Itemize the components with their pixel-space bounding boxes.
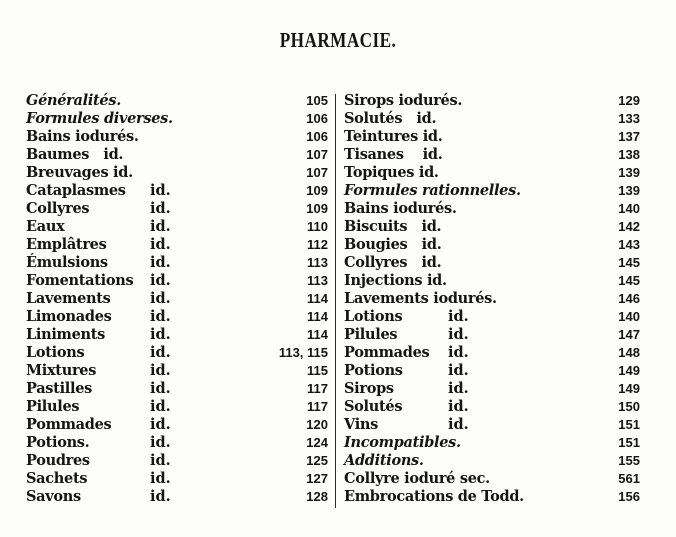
entry-page-number: 139 [618, 165, 640, 180]
entry-name: Embrocations de Todd. [344, 488, 524, 505]
entry-idem: id. [150, 254, 171, 271]
entry-name: Limonades [26, 308, 112, 325]
page-title: PHARMACIE. [279, 28, 397, 52]
entry-idem: id. [150, 470, 171, 487]
entry-idem: id. [150, 218, 171, 235]
index-entry [26, 434, 328, 452]
entry-idem: id. [448, 380, 469, 397]
entry-idem: id. [448, 308, 469, 325]
entry-page-number: 137 [618, 129, 640, 144]
entry-name: Sirops iodurés. [344, 92, 463, 109]
entry-name: Liniments [26, 326, 106, 343]
entry-name: Sirops [344, 380, 394, 397]
entry-name: Collyre ioduré sec. [344, 470, 490, 487]
entry-idem: id. [448, 416, 469, 433]
entry-name: Pilules [26, 398, 80, 415]
index-entry [26, 344, 328, 362]
entry-page-number: 151 [618, 435, 640, 450]
entry-idem: id. [150, 416, 171, 433]
entry-page-number: 113 [307, 273, 328, 288]
index-entry [344, 200, 640, 218]
entry-page-number: 114 [307, 327, 328, 342]
index-entry [344, 128, 640, 146]
entry-page-number: 127 [306, 471, 328, 486]
entry-name: Lotions [26, 344, 85, 361]
index-entry [26, 164, 328, 182]
index-entry [26, 452, 328, 470]
entry-page-number: 128 [306, 489, 328, 504]
entry-page-number: 117 [307, 399, 328, 414]
entry-page-number: 140 [618, 201, 640, 216]
index-entry [26, 416, 328, 434]
index-entry [26, 488, 328, 506]
entry-name: Lavements iodurés. [344, 290, 497, 307]
entry-name: Eaux [26, 218, 65, 235]
index-entry [26, 128, 328, 146]
entry-name: Baumes id. [26, 146, 124, 163]
index-entry [26, 254, 328, 272]
index-entry [26, 236, 328, 254]
entry-page-number: 125 [306, 453, 328, 468]
index-entry [344, 434, 640, 452]
entry-idem: id. [448, 344, 469, 361]
entry-name: Breuvages id. [26, 164, 133, 181]
index-entry [26, 290, 328, 308]
entry-page-number: 110 [307, 219, 328, 234]
entry-name: Savons [26, 488, 81, 505]
entry-name: Topiques id. [344, 164, 439, 181]
entry-page-number: 115 [307, 363, 328, 378]
entry-idem: id. [448, 326, 469, 343]
entry-page-number: 138 [618, 147, 640, 162]
entry-idem: id. [150, 452, 171, 469]
index-entry [344, 380, 640, 398]
entry-page-number: 120 [306, 417, 328, 432]
entry-page-number: 156 [618, 489, 640, 504]
index-entry [26, 470, 328, 488]
index-entry [26, 110, 328, 128]
entry-idem: id. [150, 326, 171, 343]
entry-name: Formules diverses. [26, 110, 173, 127]
entry-page-number: 106 [306, 111, 328, 126]
entry-idem: id. [150, 380, 171, 397]
entry-name: Pastilles [26, 380, 92, 397]
index-entry [26, 146, 328, 164]
entry-page-number: 107 [306, 147, 328, 162]
entry-name: Cataplasmes [26, 182, 126, 199]
entry-name: Lotions [344, 308, 403, 325]
entry-name: Bains iodurés. [26, 128, 139, 145]
index-entry [344, 290, 640, 308]
entry-page-number: 129 [618, 93, 640, 108]
entry-name: Potions. [26, 434, 90, 451]
entry-name: Bains iodurés. [344, 200, 457, 217]
entry-idem: id. [150, 200, 171, 217]
entry-name: Vins [344, 416, 379, 433]
entry-idem: id. [150, 272, 171, 289]
entry-page-number: 114 [307, 291, 328, 306]
entry-name: Lavements [26, 290, 111, 307]
entry-page-number: 561 [618, 471, 640, 486]
entry-name: Émulsions [26, 254, 108, 271]
entry-page-number: 109 [306, 201, 328, 216]
entry-page-number: 143 [618, 237, 640, 252]
entry-name: Généralités. [26, 92, 121, 109]
entry-page-number: 155 [618, 453, 640, 468]
index-entry [344, 272, 640, 290]
entry-page-number: 146 [618, 291, 640, 306]
index-entry [344, 344, 640, 362]
index-entry [344, 470, 640, 488]
entry-name: Injections id. [344, 272, 447, 289]
entry-page-number: 105 [306, 93, 328, 108]
index-entry [344, 254, 640, 272]
entry-name: Sachets [26, 470, 88, 487]
entry-page-number: 113 [307, 255, 328, 270]
entry-page-number: 109 [306, 183, 328, 198]
entry-idem: id. [150, 434, 171, 451]
entry-name: Collyres [26, 200, 90, 217]
index-entry [344, 218, 640, 236]
entry-page-number: 117 [307, 381, 328, 396]
index-entry [344, 452, 640, 470]
index-entry [26, 272, 328, 290]
entry-name: Additions. [344, 452, 424, 469]
entry-page-number: 133 [618, 111, 640, 126]
index-entry [344, 236, 640, 254]
entry-page-number: 142 [618, 219, 640, 234]
entry-page-number: 148 [618, 345, 640, 360]
index-entry [344, 416, 640, 434]
index-entry [344, 146, 640, 164]
index-entry [344, 164, 640, 182]
index-entry [26, 218, 328, 236]
entry-name: Tisanes id. [344, 146, 443, 163]
index-entry [26, 308, 328, 326]
entry-name: Pommades [344, 344, 430, 361]
entry-name: Poudres [26, 452, 90, 469]
column-divider [335, 94, 336, 508]
entry-idem: id. [150, 182, 171, 199]
entry-name: Biscuits id. [344, 218, 442, 235]
entry-name: Incompatibles. [344, 434, 461, 451]
index-entry [344, 488, 640, 506]
index-entry [26, 326, 328, 344]
entry-page-number: 124 [306, 435, 328, 450]
entry-name: Bougies id. [344, 236, 442, 253]
index-entry [26, 200, 328, 218]
entry-idem: id. [150, 344, 171, 361]
index-entry [344, 182, 640, 200]
index-entry [344, 92, 640, 110]
entry-name: Fomentations [26, 272, 134, 289]
index-entry [26, 380, 328, 398]
index-entry [26, 398, 328, 416]
entry-name: Pilules [344, 326, 398, 343]
entry-page-number: 149 [618, 381, 640, 396]
entry-page-number: 107 [306, 165, 328, 180]
entry-name: Teintures id. [344, 128, 443, 145]
entry-page-number: 106 [306, 129, 328, 144]
entry-name: Pommades [26, 416, 112, 433]
entry-idem: id. [150, 290, 171, 307]
entry-idem: id. [150, 398, 171, 415]
entry-page-number: 145 [618, 255, 640, 270]
entry-idem: id. [150, 308, 171, 325]
index-entry [344, 308, 640, 326]
entry-idem: id. [448, 362, 469, 379]
entry-page-number: 112 [307, 237, 328, 252]
entry-name: Solutés id. [344, 110, 437, 127]
index-entry [344, 398, 640, 416]
entry-name: Collyres id. [344, 254, 442, 271]
index-column-left [26, 92, 328, 506]
entry-page-number: 113, 115 [278, 345, 328, 360]
entry-name: Formules rationnelles. [344, 182, 521, 199]
entry-name: Emplâtres [26, 236, 107, 253]
index-entry [26, 182, 328, 200]
entry-idem: id. [150, 362, 171, 379]
entry-idem: id. [150, 488, 171, 505]
entry-page-number: 139 [618, 183, 640, 198]
index-entry [344, 326, 640, 344]
entry-page-number: 150 [618, 399, 640, 414]
entry-name: Solutés [344, 398, 403, 415]
entry-page-number: 140 [618, 309, 640, 324]
entry-idem: id. [150, 236, 171, 253]
entry-idem: id. [448, 398, 469, 415]
index-entry [26, 362, 328, 380]
index-entry [344, 362, 640, 380]
entry-page-number: 147 [618, 327, 640, 342]
index-entry [344, 110, 640, 128]
entry-name: Mixtures [26, 362, 97, 379]
entry-page-number: 151 [618, 417, 640, 432]
index-column-right [344, 92, 640, 506]
entry-page-number: 145 [618, 273, 640, 288]
index-entry [26, 92, 328, 110]
entry-name: Potions [344, 362, 403, 379]
entry-page-number: 114 [307, 309, 328, 324]
entry-page-number: 149 [618, 363, 640, 378]
